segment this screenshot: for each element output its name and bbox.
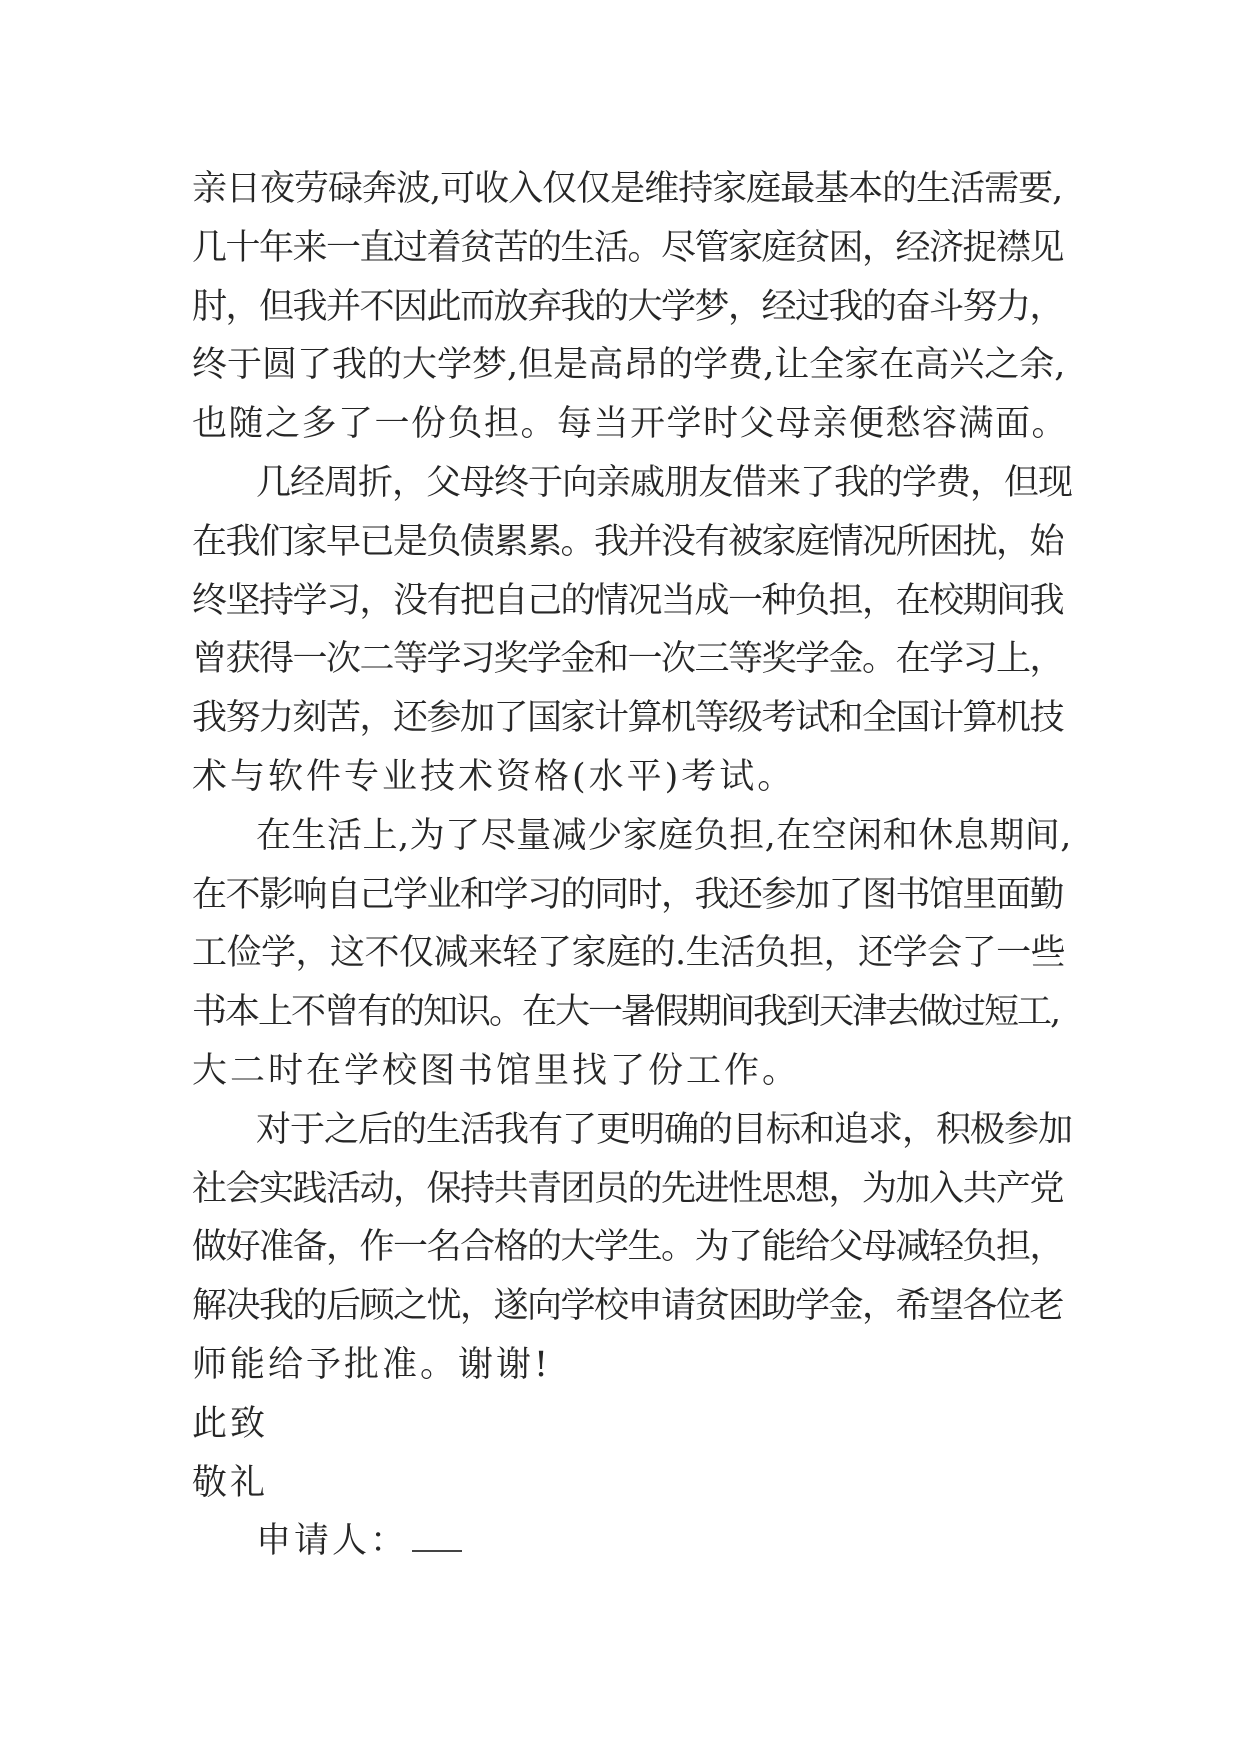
paragraph-line: 在我们家早已是负债累累。我并没有被家庭情况所困扰，始 [192, 521, 1064, 562]
paragraph-line: 在生活上,为了尽量减少家庭负担,在空闲和休息期间, [256, 815, 1072, 856]
signature-label: 申请人： [256, 1521, 409, 1562]
paragraph [192, 807, 1072, 1101]
paragraph-line: 终坚持学习，没有把自己的情况当成一种负担，在校期间我 [192, 580, 1064, 621]
paragraph-line: 亲日夜劳碌奔波,可收入仅仅是维持家庭最基本的生活需要, [192, 169, 1063, 209]
letter-body [192, 160, 1072, 1571]
paragraph-line: 曾获得一次二等学习奖学金和一次三等奖学金。在学习上， [192, 639, 1064, 680]
paragraph-line: 也随之多了一份负担。每当开学时父母亲便愁容满面。 [192, 404, 1069, 445]
signature-blank [412, 1526, 462, 1552]
paragraphs-container [192, 160, 1072, 1395]
paragraph-line: 终于圆了我的大学梦,但是高昂的学费,让全家在高兴之余, [192, 345, 1066, 386]
paragraph-line: 我努力刻苦，还参加了国家计算机等级考试和全国计算机技 [192, 698, 1064, 739]
paragraph-line: 书本上不曾有的知识。在大一暑假期间我到天津去做过短工, [192, 992, 1060, 1033]
paragraph-line: 社会实践活动，保持共青团员的先进性思想，为加入共产党 [192, 1168, 1064, 1209]
paragraph-line: 师能给予批准。谢谢! [192, 1344, 552, 1385]
paragraph [192, 160, 1072, 454]
paragraph [192, 454, 1072, 807]
paragraph-line: 几十年来一直过着贫苦的生活。尽管家庭贫困，经济捉襟见 [192, 227, 1064, 268]
paragraph-line: 工俭学，这不仅减来轻了家庭的.生活负担，还学会了一些 [192, 933, 1066, 974]
closing-regards: 敬礼 [192, 1462, 269, 1503]
paragraph-line: 肘，但我并不因此而放弃我的大学梦，经过我的奋斗努力， [192, 286, 1064, 327]
paragraph-line: 做好准备，作一名合格的大学生。为了能给父母减轻负担， [192, 1227, 1064, 1268]
paragraph-line: 大二时在学校图书馆里找了份工作。 [192, 1050, 801, 1091]
paragraph-line: 几经周折，父母终于向亲戚朋友借来了我的学费，但现 [256, 462, 1073, 503]
closing-salutation: 此致 [192, 1403, 269, 1444]
paragraph-line: 术与软件专业技术资格(水平)考试。 [192, 756, 796, 797]
paragraph-line: 在不影响自己学业和学习的同时，我还参加了图书馆里面勤 [192, 874, 1064, 915]
paragraph [192, 1101, 1072, 1395]
signature-line [192, 1512, 1072, 1571]
paragraph-line: 对于之后的生活我有了更明确的目标和追求，积极参加 [256, 1109, 1073, 1150]
paragraph-line: 解决我的后顾之忧，遂向学校申请贫困助学金，希望各位老 [192, 1286, 1064, 1327]
